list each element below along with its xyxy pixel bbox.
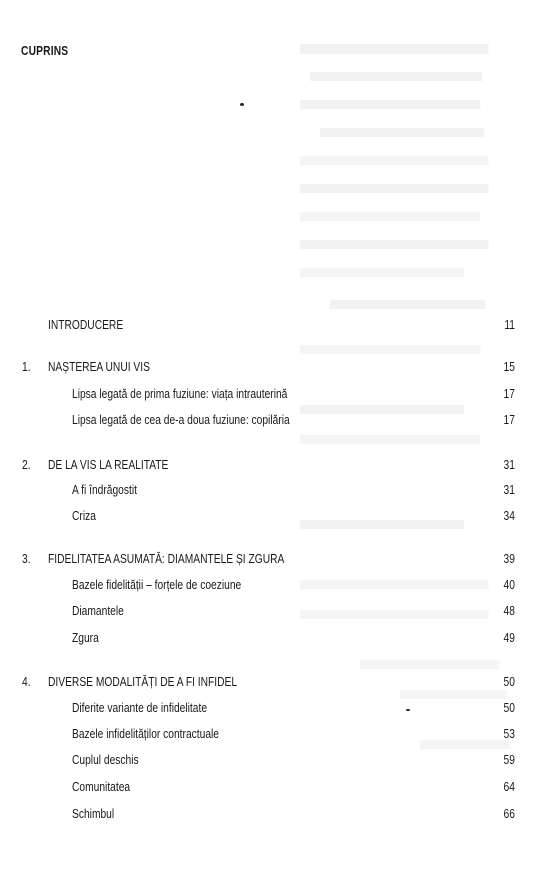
section-title: Diamantele: [72, 604, 124, 618]
chapter-title: DE LA VIS LA REALITATE: [48, 458, 169, 472]
section-title: Schimbul: [72, 807, 115, 821]
chapter-number: 4.: [22, 675, 31, 689]
section-page: 40: [503, 578, 515, 592]
toc-chapter-1[interactable]: [0, 359, 539, 375]
section-page: 53: [503, 727, 515, 741]
section-page: 59: [503, 753, 515, 767]
toc-section[interactable]: [0, 806, 539, 822]
section-page: 17: [503, 387, 515, 401]
section-title: Cuplul deschis: [72, 753, 139, 767]
toc-section[interactable]: [0, 779, 539, 795]
toc-section[interactable]: [0, 482, 539, 498]
dust-speck: [240, 103, 244, 106]
toc-section[interactable]: [0, 577, 539, 593]
section-title: Criza: [72, 509, 96, 523]
section-page: 31: [503, 483, 515, 497]
section-title: A fi îndrăgostit: [72, 483, 137, 497]
chapter-page: 50: [503, 675, 515, 689]
chapter-number: 1.: [22, 360, 31, 374]
toc-section[interactable]: [0, 630, 539, 646]
chapter-page: 15: [503, 360, 515, 374]
section-page: 64: [503, 780, 515, 794]
section-page: 49: [503, 631, 515, 645]
toc-chapter-3[interactable]: [0, 551, 539, 567]
section-page: 34: [503, 509, 515, 523]
chapter-number: 3.: [22, 552, 31, 566]
chapter-title: FIDELITATEA ASUMATĂ: DIAMANTELE ȘI ZGURA: [48, 552, 285, 566]
section-title: Lipsa legată de cea de-a doua fuziune: copilăria: [72, 413, 290, 427]
toc-section[interactable]: [0, 412, 539, 428]
section-page: 66: [503, 807, 515, 821]
toc-entry-page: 11: [504, 318, 515, 332]
chapter-number: 2.: [22, 458, 31, 472]
section-title: Lipsa legată de prima fuziune: viața intrauterină: [72, 387, 288, 401]
toc-section[interactable]: [0, 752, 539, 768]
section-page: 50: [503, 701, 515, 715]
section-title: Bazele infidelităților contractuale: [72, 727, 220, 741]
chapter-page: 39: [503, 552, 515, 566]
toc-heading: CUPRINS: [21, 44, 69, 58]
chapter-title: DIVERSE MODALITĂȚI DE A FI INFIDEL: [48, 675, 238, 689]
section-page: 48: [503, 604, 515, 618]
toc-section[interactable]: [0, 508, 539, 524]
section-title: Zgura: [72, 631, 99, 645]
toc-section[interactable]: [0, 386, 539, 402]
chapter-title: NAȘTEREA UNUI VIS: [48, 360, 150, 374]
toc-section[interactable]: [0, 726, 539, 742]
section-title: Bazele fidelității – forțele de coeziune: [72, 578, 242, 592]
section-title: Diferite variante de infidelitate: [72, 701, 208, 715]
toc-chapter-4[interactable]: [0, 674, 539, 690]
toc-entry-title: INTRODUCERE: [48, 318, 124, 332]
toc-chapter-2[interactable]: [0, 457, 539, 473]
section-title: Comunitatea: [72, 780, 131, 794]
toc-entry-intro[interactable]: [0, 317, 539, 333]
toc-section[interactable]: [0, 700, 539, 716]
section-page: 17: [503, 413, 515, 427]
toc-section[interactable]: [0, 603, 539, 619]
chapter-page: 31: [503, 458, 515, 472]
